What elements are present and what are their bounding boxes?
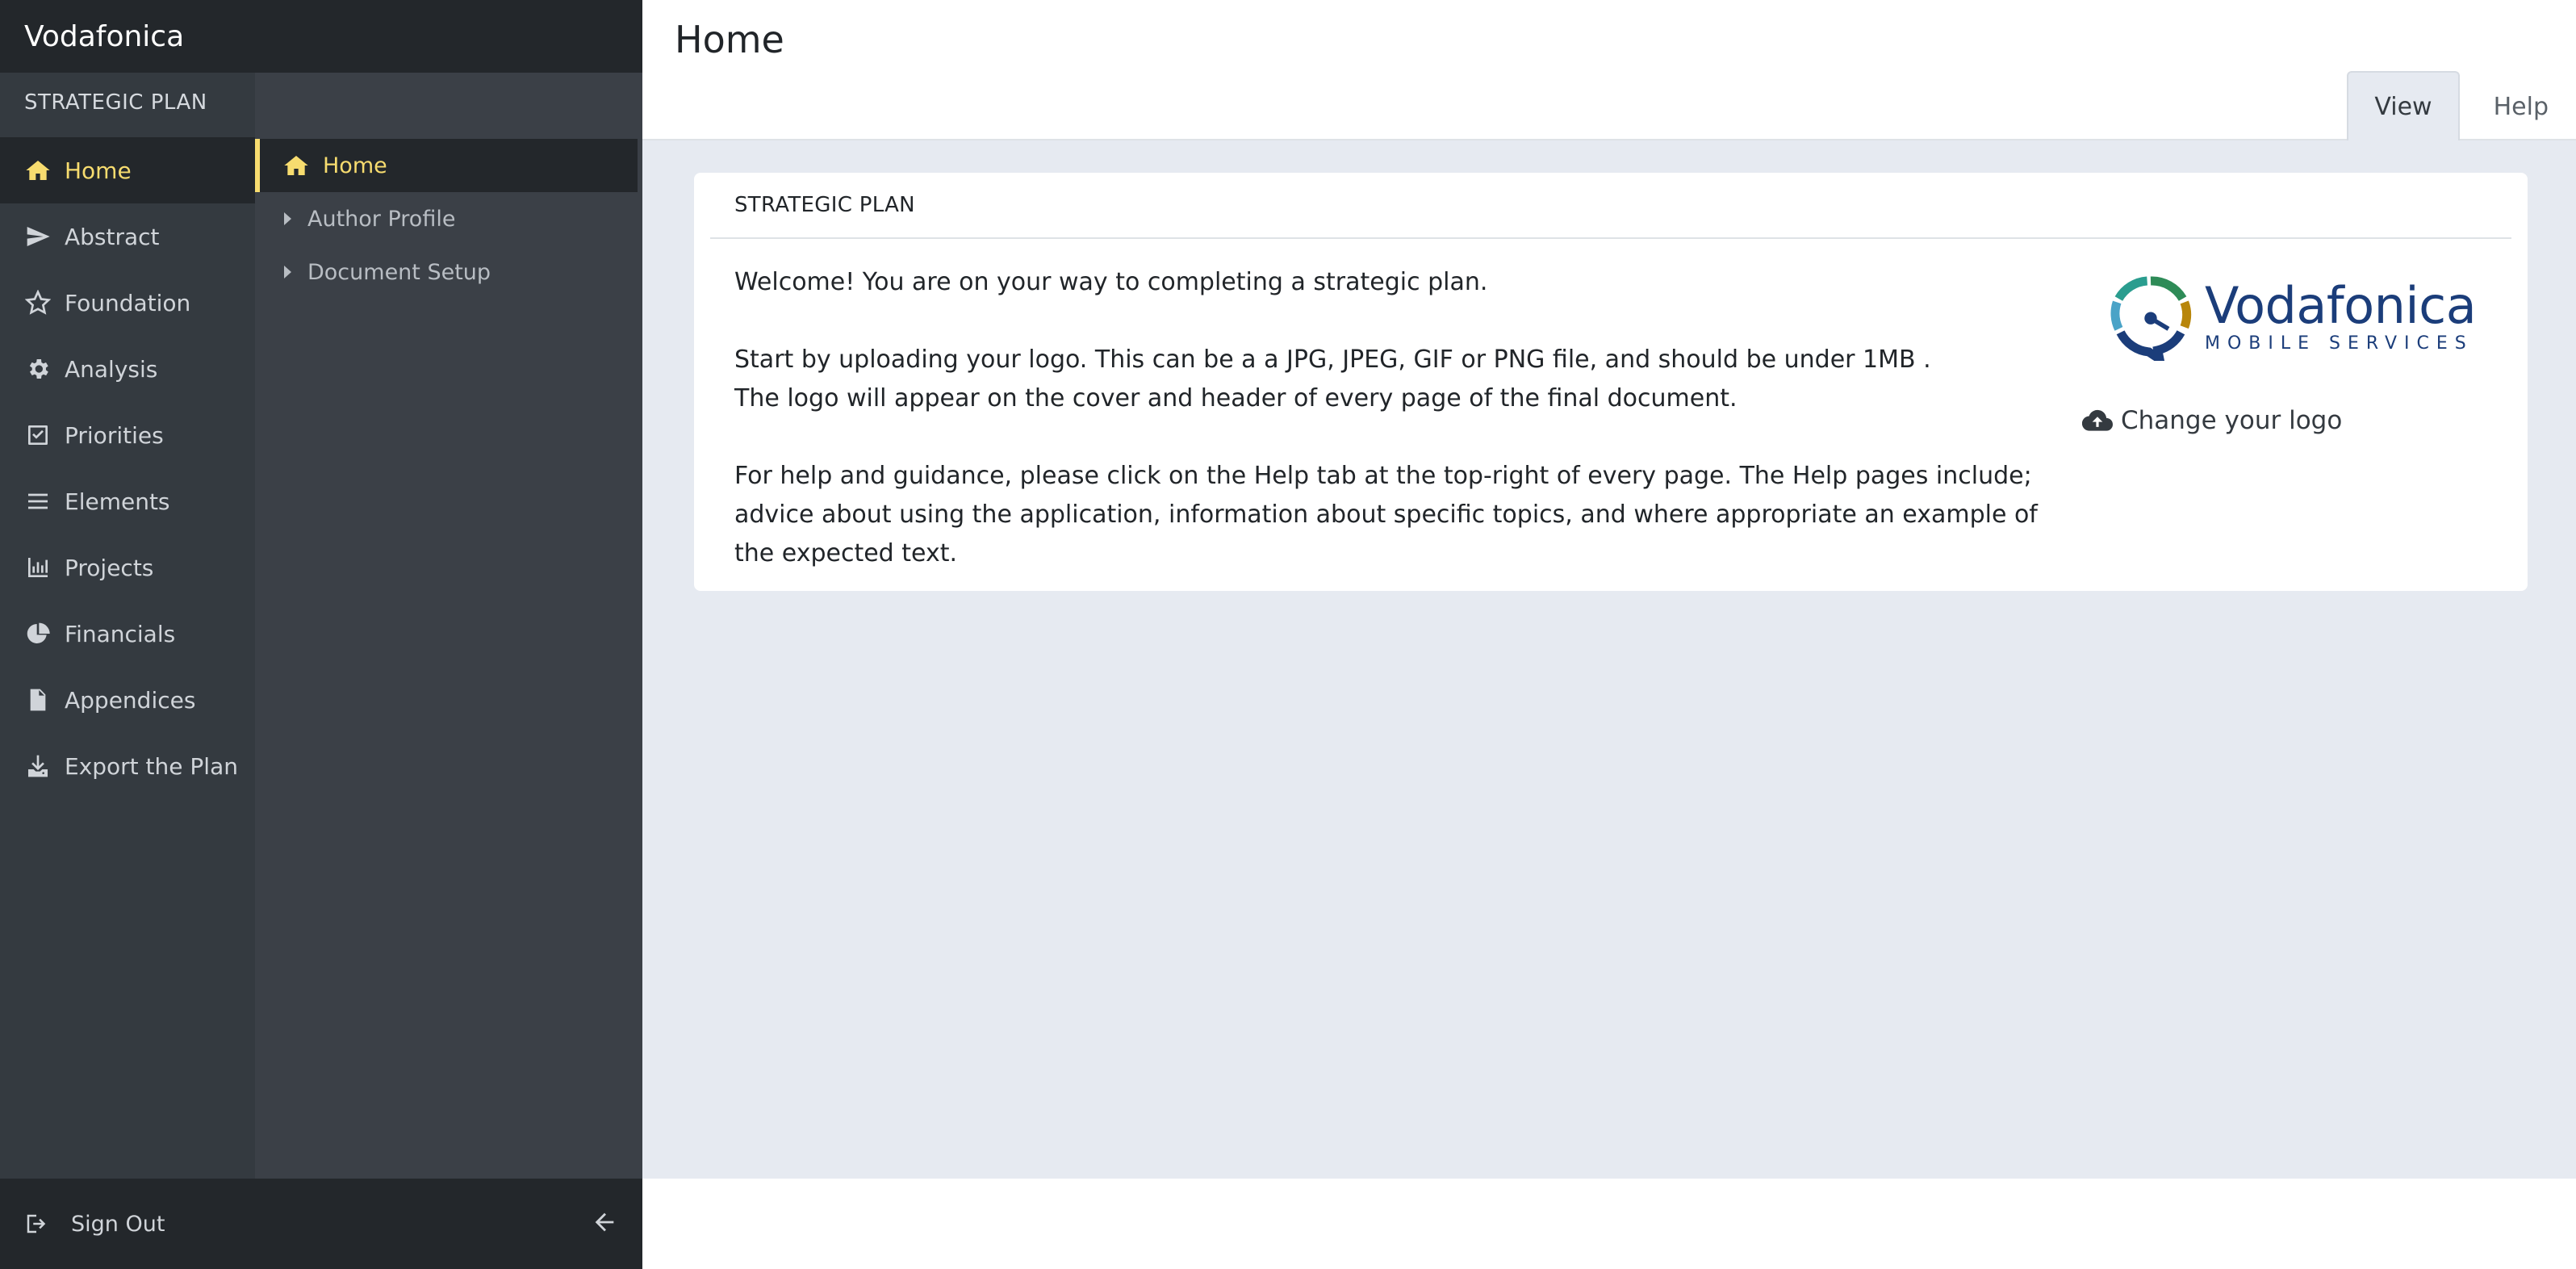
- sidebar-item-appendices[interactable]: [0, 667, 255, 733]
- logo-subtitle: MOBILE SERVICES: [2205, 333, 2474, 354]
- change-logo-button[interactable]: [2082, 405, 2342, 436]
- company-logo: [2106, 268, 2494, 365]
- download-icon: [24, 752, 52, 780]
- logo-mark-icon: [2106, 272, 2195, 361]
- sidebar-item-elements[interactable]: [0, 468, 255, 534]
- sidebar-item-label: Foundation: [65, 289, 191, 316]
- sidebar-item-label: Priorities: [65, 421, 164, 449]
- card-body: [734, 263, 2042, 573]
- home-icon: [24, 157, 52, 184]
- sidebar-section-label: STRATEGIC PLAN: [24, 90, 207, 115]
- card-title: STRATEGIC PLAN: [710, 173, 2511, 239]
- home-icon: [282, 152, 310, 179]
- sign-out-icon: [24, 1212, 48, 1236]
- sidebar-item-label: Elements: [65, 488, 170, 515]
- sidebar-item-label: Financials: [65, 620, 176, 647]
- tab-help[interactable]: Help: [2493, 92, 2549, 121]
- main-content: [642, 140, 2576, 1179]
- paper-plane-icon: [24, 223, 52, 250]
- subnav-item-document-setup[interactable]: [255, 245, 638, 299]
- change-logo-label: Change your logo: [2121, 406, 2343, 435]
- arrow-left-icon: [591, 1208, 618, 1236]
- document-icon: [24, 686, 52, 714]
- sidebar-item-label: Analysis: [65, 355, 158, 383]
- subnav-item-label: Home: [323, 153, 387, 178]
- collapse-sidebar-button[interactable]: [591, 1208, 618, 1239]
- sidebar-item-analysis[interactable]: [0, 336, 255, 402]
- subnav-item-home[interactable]: [255, 139, 638, 192]
- page-title: Home: [675, 18, 784, 61]
- header-tabs: [2340, 71, 2576, 140]
- welcome-text: Welcome! You are on your way to completing a strategic plan.: [734, 268, 1488, 296]
- sidebar-item-label: Projects: [65, 554, 154, 581]
- tab-view[interactable]: View: [2347, 71, 2459, 140]
- check-square-icon: [24, 421, 52, 449]
- footer-area: [642, 1179, 2576, 1269]
- sidebar-item-export[interactable]: [0, 733, 255, 799]
- pie-chart-icon: [24, 620, 52, 647]
- logo-placement-note: The logo will appear on the cover and header of every page of the final document.: [734, 384, 1738, 413]
- caret-right-icon: [284, 266, 291, 279]
- star-icon: [24, 289, 52, 316]
- sidebar-item-label: Export the Plan: [65, 752, 238, 780]
- sidebar-item-label: Home: [65, 157, 132, 184]
- sidebar-item-foundation[interactable]: [0, 270, 255, 336]
- header: [642, 0, 2576, 140]
- caret-right-icon: [284, 212, 291, 225]
- sign-out-button[interactable]: [24, 1212, 165, 1237]
- sidebar-item-abstract[interactable]: [0, 203, 255, 270]
- sign-out-label: Sign Out: [71, 1211, 165, 1237]
- sidebar-item-label: Appendices: [65, 686, 196, 714]
- subnav-item-label: Document Setup: [307, 259, 491, 285]
- upload-instruction: Start by uploading your logo. This can be a a JPG, JPEG, GIF or PNG file, and should be under 1MB .: [734, 346, 1931, 374]
- sidebar-nav: [0, 137, 255, 799]
- sub-nav: [255, 139, 638, 299]
- cloud-upload-icon: [2082, 405, 2113, 436]
- subnav-item-author-profile[interactable]: [255, 192, 638, 245]
- strategic-plan-card: [694, 173, 2528, 591]
- help-guidance-text: For help and guidance, please click on the Help tab at the top-right of every page. The Help pages include; advice about using the application, information about specific topics, and where appropriate an example of the expected text.: [734, 462, 2038, 567]
- logo-name: Vodafonica: [2205, 275, 2477, 335]
- sidebar-footer: [0, 1179, 642, 1269]
- brand-bar: [0, 0, 642, 73]
- sidebar-item-label: Abstract: [65, 223, 160, 250]
- bar-chart-icon: [24, 554, 52, 581]
- list-icon: [24, 488, 52, 515]
- brand-name: Vodafonica: [24, 19, 185, 53]
- sidebar-item-home[interactable]: [0, 137, 255, 203]
- sidebar-item-priorities[interactable]: [0, 402, 255, 468]
- subnav-item-label: Author Profile: [307, 206, 456, 232]
- gear-icon: [24, 355, 52, 383]
- sidebar-item-projects[interactable]: [0, 534, 255, 601]
- sidebar-item-financials[interactable]: [0, 601, 255, 667]
